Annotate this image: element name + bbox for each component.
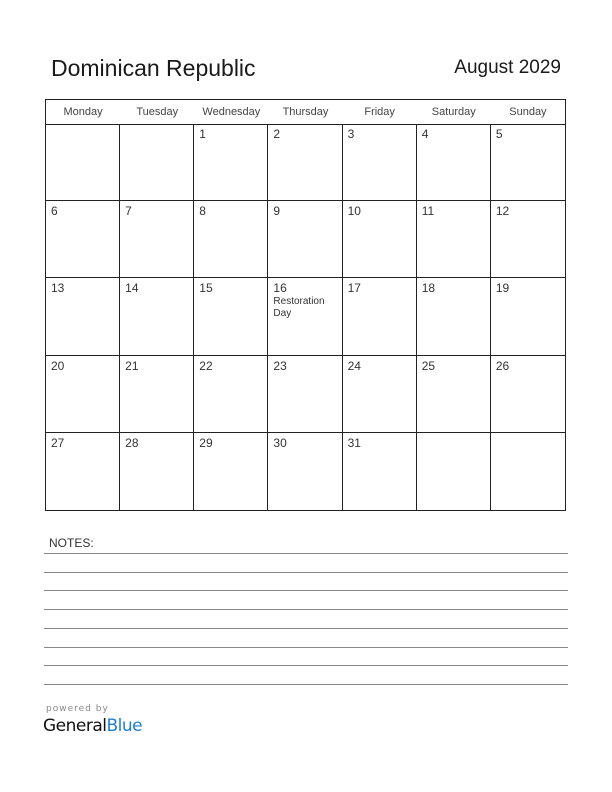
day-number: 18 [421, 281, 436, 296]
day-cell [268, 278, 342, 355]
day-number: 28 [125, 435, 139, 450]
notes-label: NOTES: [49, 536, 94, 550]
day-number: 5 [495, 127, 503, 141]
day-cell [120, 356, 194, 433]
day-number: 14 [125, 281, 139, 296]
logo-general: General [43, 716, 107, 736]
day-number: 21 [125, 358, 139, 373]
day-cell [46, 124, 120, 201]
notes-line [44, 647, 568, 648]
day-cell [491, 124, 565, 201]
day-number: 7 [125, 204, 132, 219]
day-cell [194, 124, 268, 201]
day-number: 29 [199, 435, 213, 450]
day-cell [194, 433, 268, 510]
weekday-header [46, 100, 565, 125]
day-number: 10 [347, 204, 361, 219]
day-grid [46, 124, 565, 510]
day-cell [343, 356, 417, 433]
holiday-label: Restoration Day [273, 296, 325, 320]
day-cell [343, 124, 417, 201]
day-number: 23 [273, 358, 287, 373]
notes-line [44, 628, 568, 629]
day-number: 31 [347, 435, 361, 450]
notes-line [44, 609, 568, 610]
day-cell [120, 278, 194, 355]
day-number: 8 [199, 204, 206, 219]
day-number: 11 [421, 204, 435, 219]
day-cell [46, 278, 120, 355]
notes-line [44, 684, 568, 685]
day-cell [194, 278, 268, 355]
day-number: 20 [51, 358, 65, 373]
day-cell [268, 433, 342, 510]
powered-by-text: powered by [46, 704, 109, 714]
day-cell [46, 433, 120, 510]
day-cell [417, 278, 491, 355]
day-cell [194, 356, 268, 433]
weekday-tuesday: Tuesday [136, 106, 179, 118]
day-number: 27 [51, 435, 65, 450]
logo-blue: Blue [106, 716, 143, 736]
day-cell [417, 433, 491, 510]
day-cell [46, 201, 120, 278]
weekday-monday: Monday [63, 106, 103, 118]
day-number: 22 [199, 358, 213, 373]
day-number: 30 [273, 435, 287, 450]
day-cell [343, 433, 417, 510]
day-cell [491, 433, 565, 510]
calendar-grid [45, 99, 566, 511]
day-cell [120, 433, 194, 510]
generalblue-logo [43, 716, 142, 736]
notes-line [44, 572, 568, 573]
month-title: August 2029 [454, 57, 561, 78]
day-cell [417, 356, 491, 433]
country-title: Dominican Republic [51, 55, 256, 81]
weekday-sunday: Sunday [509, 106, 547, 118]
weekday-friday: Friday [364, 106, 395, 118]
day-cell [417, 201, 491, 278]
day-number: 1 [199, 127, 206, 141]
day-cell [343, 278, 417, 355]
day-number: 24 [347, 358, 361, 373]
day-cell [120, 201, 194, 278]
notes-line [44, 665, 568, 666]
day-number: 4 [421, 127, 429, 141]
day-number: 16 [273, 281, 287, 296]
day-number: 19 [495, 281, 510, 296]
day-number: 2 [273, 127, 281, 141]
day-number: 3 [347, 127, 355, 141]
notes-line [44, 553, 568, 554]
day-number: 26 [495, 358, 510, 373]
notes-line [44, 590, 568, 591]
day-cell [491, 356, 565, 433]
day-number: 12 [495, 204, 510, 219]
day-number: 15 [199, 281, 213, 296]
weekday-thursday: Thursday [282, 106, 329, 118]
day-number: 6 [51, 204, 58, 219]
day-cell [120, 124, 194, 201]
day-cell [417, 124, 491, 201]
day-cell [268, 124, 342, 201]
day-number: 13 [51, 281, 65, 296]
day-cell [491, 201, 565, 278]
weekday-wednesday: Wednesday [202, 106, 261, 118]
day-number: 17 [347, 281, 361, 296]
day-number: 9 [273, 204, 281, 219]
weekday-saturday: Saturday [431, 106, 476, 118]
day-number: 25 [421, 358, 436, 373]
day-cell [343, 201, 417, 278]
day-cell [46, 356, 120, 433]
day-cell [268, 201, 342, 278]
day-cell [268, 356, 342, 433]
day-cell [194, 201, 268, 278]
day-cell [491, 278, 565, 355]
